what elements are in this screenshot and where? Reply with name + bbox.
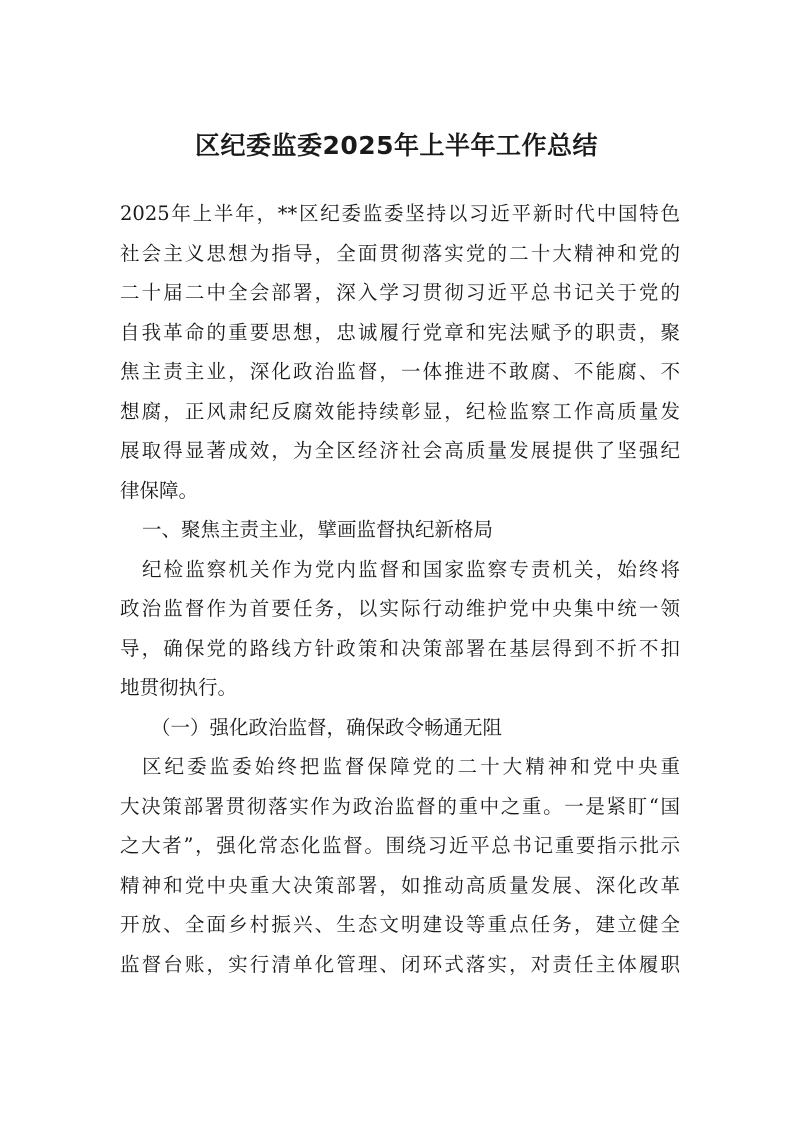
paragraph-line: 开放、全面乡村振兴、生态文明建设等重点任务，建立健全 <box>120 913 680 936</box>
section-heading: 一、聚焦主责主业，擘画监督执纪新格局 <box>142 518 494 541</box>
paragraph-line: 展取得显著成效，为全区经济社会高质量发展提供了坚强纪 <box>120 439 680 462</box>
paragraph-line: 焦主责主业，深化政治监督，一体推进不敢腐、不能腐、不 <box>120 360 680 383</box>
paragraph-line: 大决策部署贯彻落实作为政治监督的重中之重。一是紧盯“国 <box>120 794 680 818</box>
paragraph-line: 2025年上半年，**区纪委监委坚持以习近平新时代中国特色 <box>120 202 680 225</box>
paragraph-line: 想腐，正风肃纪反腐效能持续彰显，纪检监察工作高质量发 <box>120 399 680 423</box>
subsection-heading: （一）强化政治监督，确保政令畅通无阻 <box>151 715 503 739</box>
paragraph-line: 监督台账，实行清单化管理、闭环式落实，对责任主体履职 <box>120 952 680 976</box>
paragraph-line: 精神和党中央重大决策部署，如推动高质量发展、深化改革 <box>120 873 680 897</box>
paragraph-line: 区纪委监委始终把监督保障党的二十大精神和党中央重 <box>142 755 680 778</box>
paragraph-line: 二十届二中全会部署，深入学习贯彻习近平总书记关于党的 <box>120 281 680 304</box>
paragraph-line: 社会主义思想为指导，全面贯彻落实党的二十大精神和党的 <box>120 241 680 265</box>
document-title: 区纪委监委2025年上半年工作总结 <box>194 131 599 160</box>
paragraph-line: 律保障。 <box>120 478 199 502</box>
paragraph-line: 之大者”，强化常态化监督。围绕习近平总书记重要指示批示 <box>120 834 680 857</box>
document-body <box>120 194 680 984</box>
paragraph-line: 导，确保党的路线方针政策和决策部署在基层得到不折不扣 <box>120 636 680 660</box>
paragraph-line: 政治监督作为首要任务，以实际行动维护党中央集中统一领 <box>120 597 680 620</box>
paragraph-line: 自我革命的重要思想，忠诚履行党章和宪法赋予的职责，聚 <box>120 320 680 344</box>
paragraph-line: 地贯彻执行。 <box>120 676 238 699</box>
paragraph-line: 纪检监察机关作为党内监督和国家监察专责机关，始终将 <box>142 557 680 581</box>
